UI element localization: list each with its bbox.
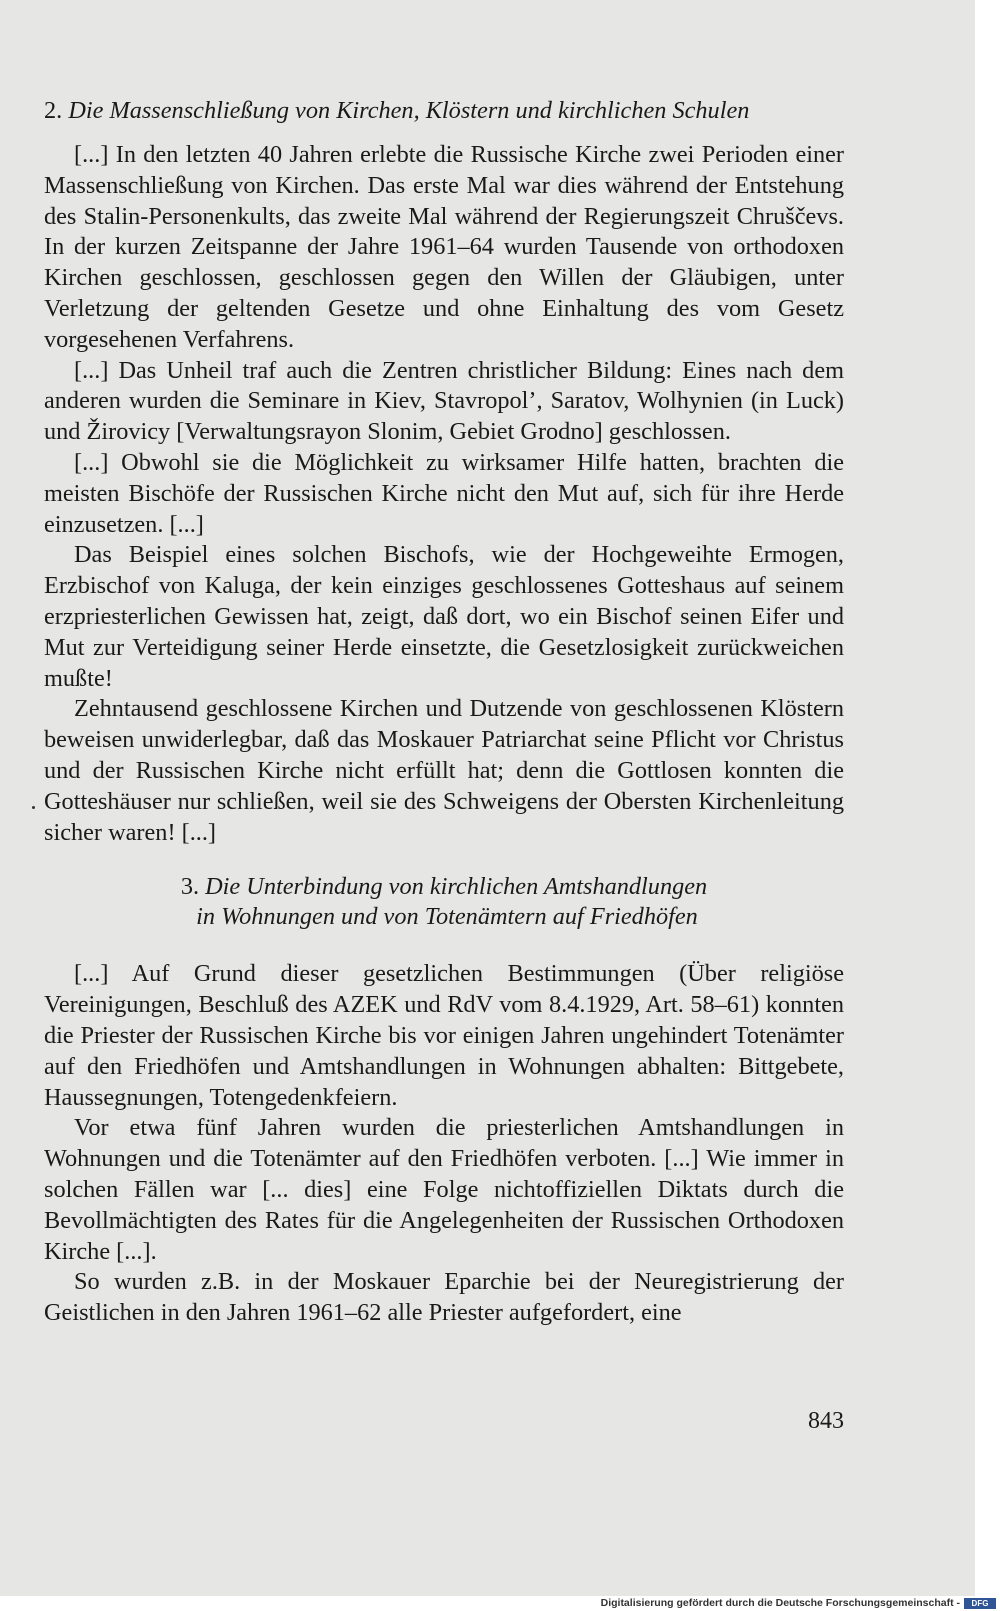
paragraph: [...] In den letzten 40 Jahren erlebte die Russische Kirche zwei Perioden einer Massenschließung von Kirchen. Das erste Mal war dies während der Entstehung des Stalin-Personenkults, das zweite Mal während der Regierungszeit Chruščevs. In der kurzen Zeitspanne der Jahre 1961–64 wurden Tausende von orthodoxen Kirchen geschlossen, geschlossen gegen den Willen der Gläubigen, unter Verletzung der geltenden Gesetze und ohne Einhaltung des vom Gesetz vorgesehenen Verfahrens.: [44, 141, 844, 353]
section-2-number: 2.: [44, 97, 63, 124]
paragraph: Vor etwa fünf Jahren wurden die priesterlichen Amtshandlungen in Wohnungen und die Totenämter auf den Friedhöfen verboten. [...] Wie immer in solchen Fällen war [... dies] eine Folge nichtoffiziellen Diktats durch die Bevollmächtigten des Rates für die Angelegenheiten der Russischen Orthodoxen Kirche [...].: [44, 1114, 844, 1265]
paragraph: So wurden z.B. in der Moskauer Eparchie bei der Neuregistrierung der Geistlichen in den Jahren 1961–62 alle Priester aufgefordert, eine: [44, 1268, 844, 1327]
paragraph: [...] Das Unheil traf auch die Zentren christlicher Bildung: Eines nach dem anderen wurden die Seminare in Kiev, Stavropol’, Saratov, Wolhynien (in Luck) und Žirovicy [Verwaltungsrayon Slonim, Gebiet Grodno] geschlossen.: [44, 356, 844, 446]
paragraph: [...] Auf Grund dieser gesetzlichen Bestimmungen (Über religiöse Vereinigungen, Beschluß des AZEK und RdV vom 8.4.1929, Art. 58–61) konnten die Priester der Russischen Kirche bis vor einigen Jahren ungehindert Totenämter auf den Friedhöfen und Amtshandlungen in Wohnungen abhalten: Bittgebete, Haussegnungen, Totengedenkfeiern.: [44, 960, 844, 1111]
paragraph: Zehntausend geschlossene Kirchen und Dutzende von geschlossenen Klöstern beweisen unwiderlegbar, daß das Moskauer Patriarchat seine Pflicht vor Christus und der Russischen Kirche nicht erfüllt hat; denn die Gottlosen konnten die Gotteshäuser nur schließen, weil sie des Schweigens der Obersten Kirchenleitung sicher waren! [...]: [44, 695, 844, 846]
page-body: [44, 96, 844, 1434]
section-3-heading: [44, 872, 844, 932]
footer-bar: [0, 1596, 1000, 1611]
section-3-number: 3.: [180, 873, 200, 901]
scan-speck: [32, 806, 35, 809]
paragraph: Das Beispiel eines solchen Bischofs, wie der Hochgeweihte Ermogen, Erzbischof von Kaluga, der kein einziges geschlossenes Gotteshaus auf seinem erzpriesterlichen Gewissen hat, zeigt, daß dort, wo ein Bischof seinen Eifer und Mut zur Verteidigung seiner Herde einsetzte, die Gesetzlosigkeit zurückweichen mußte!: [44, 541, 844, 692]
section-3-title-line2: in Wohnungen und von Totenämtern auf Friedhöfen: [196, 903, 698, 931]
paragraph: [...] Obwohl sie die Möglichkeit zu wirksamer Hilfe hatten, brachten die meisten Bischöfe der Russischen Kirche nicht den Mut auf, sich für ihre Herde einzusetzen. [...]: [44, 448, 844, 538]
footer-credit: Digitalisierung gefördert durch die Deutsche Forschungsgemeinschaft -: [600, 1597, 960, 1609]
page-number: 843: [808, 1408, 844, 1434]
dfg-logo: DFG: [964, 1598, 996, 1609]
section-3-title-line1: Die Unterbindung von kirchlichen Amtshandlungen: [205, 873, 708, 901]
section-2-heading: [44, 96, 844, 126]
section-2-title: Die Massenschließung von Kirchen, Klöstern und kirchlichen Schulen: [68, 97, 750, 124]
